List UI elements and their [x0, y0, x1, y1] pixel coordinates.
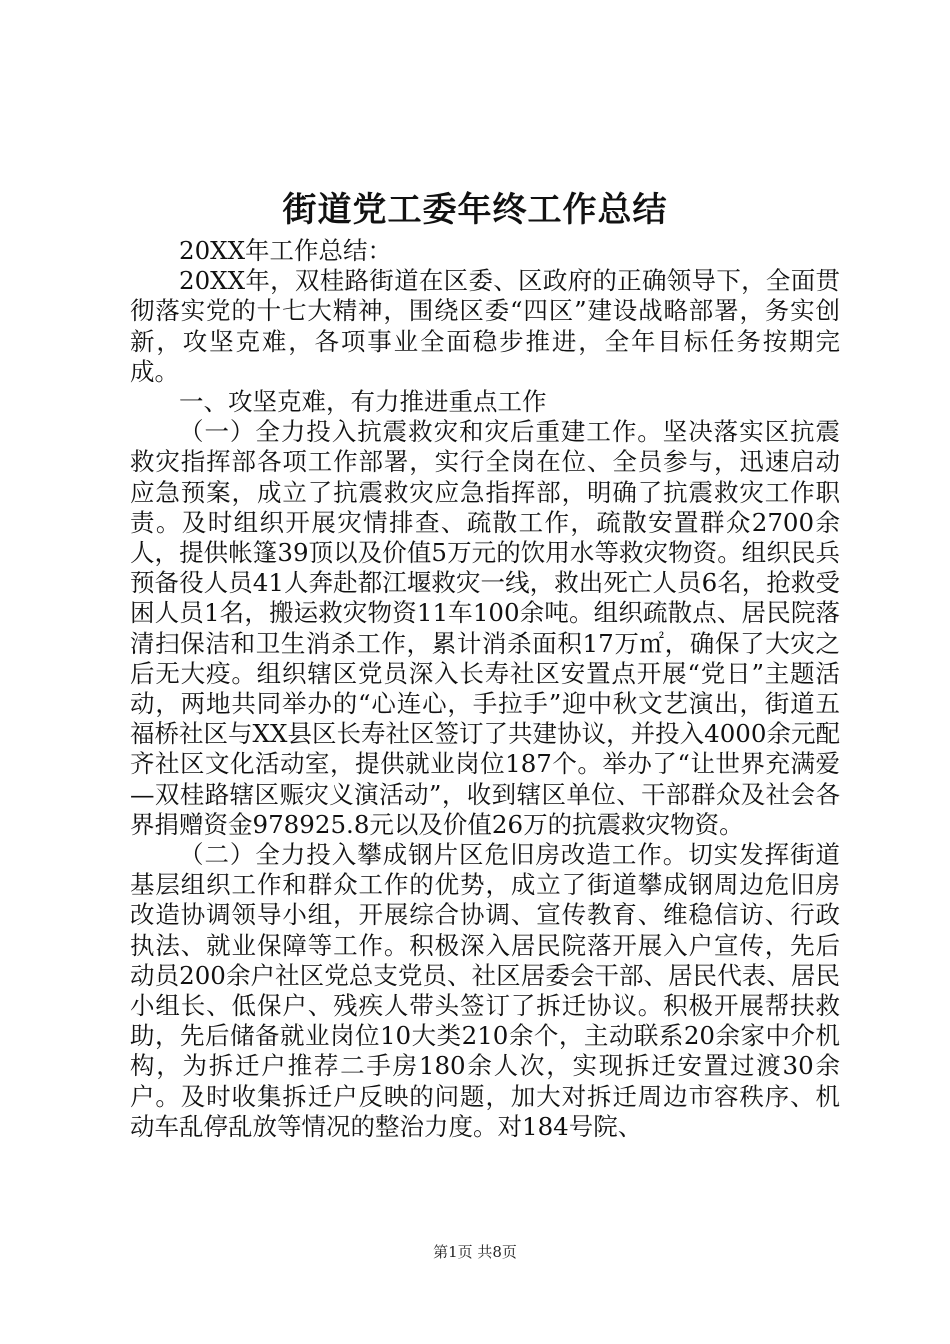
paragraph-earthquake-relief: （一）全力投入抗震救灾和灾后重建工作。坚决落实区抗震救灾指挥部各项工作部署，实行全岗在位、全员参与，迅速启动应急预案，成立了抗震救灾应急指挥部，明确了抗震救灾工作职责。及时组织开展灾情排查、疏散工作，疏散安置群众2700余人，提供帐篷39顶以及价值5万元的饮用水等救灾物资。组织民兵预备役人员41人奔赴都江堰救灾一线，救出死亡人员6名，抢救受困人员1名，搬运救灾物资11车100余吨。组织疏散点、居民院落清扫保洁和卫生消杀工作，累计消杀面积17万㎡，确保了大灾之后无大疫。组织辖区党员深入长寿社区安置点开展“党日”主题活动，两地共同举办的“心连心，手拉手”迎中秋文艺演出，街道五福桥社区与XX县区长寿社区签订了共建协议，并投入4000余元配齐社区文化活动室，提供就业岗位187个。举办了“让世界充满爱—双桂路辖区赈灾义演活动”，收到辖区单位、干部群众及社会各界捐赠资金978925.8元以及价值26万的抗震救灾物资。 [130, 417, 840, 839]
paragraph-housing-renovation: （二）全力投入攀成钢片区危旧房改造工作。切实发挥街道基层组织工作和群众工作的优势，成立了街道攀成钢周边危旧房改造协调领导小组，开展综合协调、宣传教育、维稳信访、行政执法、就业保障等工作。积极深入居民院落开展入户宣传，先后动员200余户社区党总支党员、社区居委会干部、居民代表、居民小组长、低保户、残疾人带头签订了拆迁协议。积极开展帮扶救助，先后储备就业岗位10大类210余个，主动联系20余家中介机构，为拆迁户推荐二手房180余人次，实现拆迁安置过渡30余户。及时收集拆迁户反映的问题，加大对拆迁周边市容秩序、机动车乱停乱放等情况的整治力度。对184号院、 [130, 840, 840, 1141]
document-title: 街道党工委年终工作总结 [282, 190, 668, 230]
paragraph-intro: 20XX年，双桂路街道在区委、区政府的正确领导下，全面贯彻落实党的十七大精神，围绕区委“四区”建设战略部署，务实创新，攻坚克难，各项事业全面稳步推进，全年目标任务按期完成。 [130, 266, 840, 386]
paragraph-subtitle: 20XX年工作总结： [179, 236, 393, 265]
document-body [130, 236, 840, 1142]
page-footer: 第1页 共8页 [433, 1243, 517, 1261]
section-heading-1: 一、攻坚克难，有力推进重点工作 [179, 387, 547, 417]
